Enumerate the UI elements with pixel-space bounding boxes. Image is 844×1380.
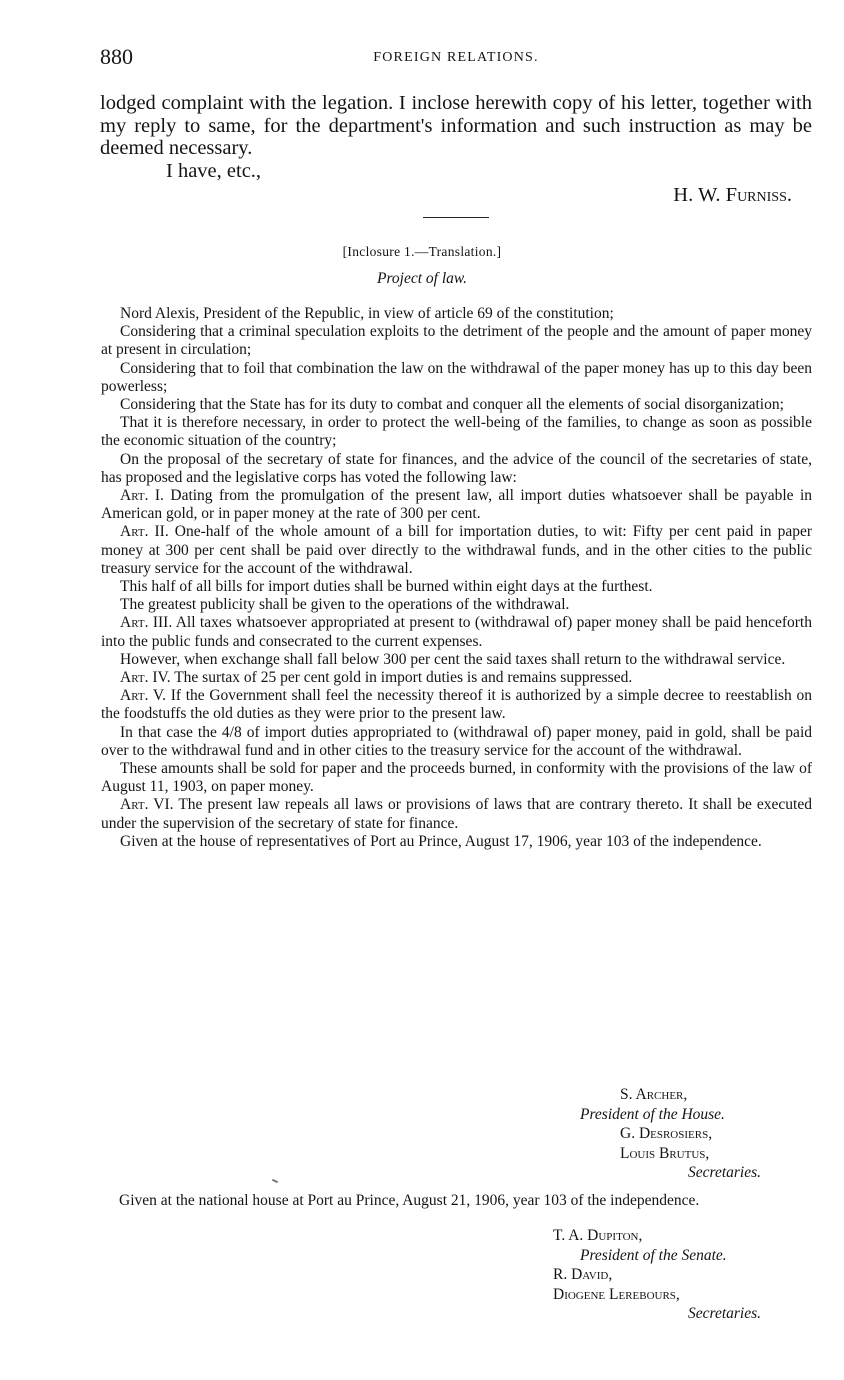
letter-paragraph: lodged complaint with the legation. I inclose herewith copy of his letter, together with my reply to same, for the department's information and such instruction as may be deemed necessary. (100, 92, 812, 159)
paragraph-text: Considering that a criminal speculation exploits to the detriment of the people and the amount of paper money at present in circulation; (101, 323, 812, 359)
paragraph-text: Nord Alexis, President of the Republic, in view of article 69 of the constitution; (120, 305, 614, 322)
senate-secretary-2: Diogene Lerebours, (553, 1285, 680, 1303)
law-paragraph (101, 596, 812, 614)
law-paragraph (101, 760, 812, 796)
article-label: Art. VI. (120, 796, 174, 814)
house-president-name: S. Archer, (620, 1086, 688, 1103)
article-label: Art. III. (120, 614, 173, 632)
house-signature-block (580, 1085, 761, 1183)
paragraph-text: All taxes whatsoever appropriated at present to (withdrawal of) paper money shall be paid henceforth into the public funds and consecrated to the current expenses. (101, 614, 812, 650)
paragraph-text: On the proposal of the secretary of state for finances, and the advice of the council of the secretaries of state, has proposed and the legislative corps has voted the following law: (101, 450, 812, 486)
law-paragraph (101, 796, 812, 832)
senate-president-name: T. A. Dupiton, (553, 1227, 643, 1244)
paragraph-text: However, when exchange shall fall below 300 per cent the said taxes shall return to the withdrawal service. (120, 650, 786, 668)
house-secretary-1: G. Desrosiers, (620, 1125, 713, 1142)
paragraph-text: Dating from the promulgation of the present law, all import duties whatsoever shall be payable in American gold, or in paper money at the rate of 300 per cent. (101, 487, 812, 523)
law-paragraph (101, 396, 812, 414)
law-paragraph (101, 614, 812, 650)
letter-closing: I have, etc., (166, 160, 262, 182)
paragraph-text: That it is therefore necessary, in order to protect the well-being of the families, to change as soon as possible the economic situation of the country; (101, 414, 812, 450)
senate-signature-block (553, 1226, 761, 1324)
article-label: Art. I. (120, 487, 164, 505)
law-paragraph (101, 651, 812, 669)
paragraph-text: The present law repeals all laws or provisions of laws that are contrary thereto. It shall be executed under the supervision of the secretary of state for finance. (101, 796, 812, 832)
law-paragraph (101, 487, 812, 523)
page-number: 880 (100, 44, 133, 69)
paragraph-text: One-half of the whole amount of a bill for importation duties, to wit: Fifty per cent paid in paper money at 300 per cent shall be paid over directly to the withdrawal funds, and in the other cities to the public treasury service for the account of the withdrawal. (101, 523, 812, 577)
paragraph-text: The greatest publicity shall be given to the operations of the withdrawal. (120, 596, 570, 614)
paragraph-text: These amounts shall be sold for paper and the proceeds burned, in conformity with the provisions of the law of August 11, 1903, on paper money. (101, 760, 812, 796)
letter-signature: H. W. Furniss. (673, 183, 792, 206)
paragraph-text: Considering that the State has for its duty to combat and conquer all the elements of social disorganization; (120, 396, 784, 414)
inclosure-label: [Inclosure 1.—Translation.] (342, 244, 502, 259)
law-paragraph (101, 451, 812, 487)
article-label: Art. IV. (120, 669, 171, 687)
senate-secretaries-title: Secretaries. (688, 1305, 762, 1322)
paragraph-text: In that case the 4/8 of import duties appropriated to (withdrawal of) paper money, paid in gold, shall be paid over to the withdrawal fund and in other cities to the treasury service for the account of the withdrawal. (101, 723, 812, 759)
law-paragraph (101, 578, 812, 596)
law-paragraph (101, 833, 812, 851)
letter-signoff (100, 160, 792, 206)
paragraph-text: If the Government shall feel the necessity thereof it is authorized by a simple decree to reestablish on the foodstuffs the old duties as they were prior to the present law. (101, 687, 812, 723)
law-paragraph (101, 414, 812, 450)
law-paragraph (101, 687, 812, 723)
enclosure-title: Project of law. (377, 270, 467, 287)
paragraph-text: Given at the house of representatives of Port au Prince, August 17, 1906, year 103 of the independence. (120, 832, 762, 850)
paragraph-text: Considering that to foil that combination the law on the withdrawal of the paper money has up to this day been powerless; (101, 359, 812, 395)
section-divider (423, 217, 489, 218)
paragraph-text: This half of all bills for import duties shall be burned within eight days at the furthest. (120, 578, 653, 596)
house-secretaries-title: Secretaries. (688, 1164, 762, 1181)
law-paragraph (101, 669, 812, 687)
paragraph-text: The surtax of 25 per cent gold in import duties is and remains suppressed. (174, 669, 633, 687)
article-label: Art. V. (120, 687, 166, 705)
law-paragraph (101, 323, 812, 359)
house-secretary-2: Louis Brutus, (620, 1144, 710, 1162)
law-paragraph (101, 523, 812, 578)
senate-secretary-1: R. David, (553, 1266, 613, 1283)
house-president-title: President of the House. (580, 1105, 725, 1123)
page-header (100, 44, 812, 74)
law-paragraph (101, 724, 812, 760)
print-speck (272, 1179, 278, 1183)
law-paragraph (101, 305, 812, 323)
law-text (101, 305, 812, 851)
given-national-house: Given at the national house at Port au Prince, August 21, 1906, year 103 of the independence. (119, 1192, 700, 1209)
article-label: Art. II. (120, 523, 169, 541)
letter-body (100, 92, 812, 160)
law-paragraph (101, 360, 812, 396)
senate-president-title: President of the Senate. (580, 1246, 727, 1264)
running-head: FOREIGN RELATIONS. (373, 50, 539, 65)
